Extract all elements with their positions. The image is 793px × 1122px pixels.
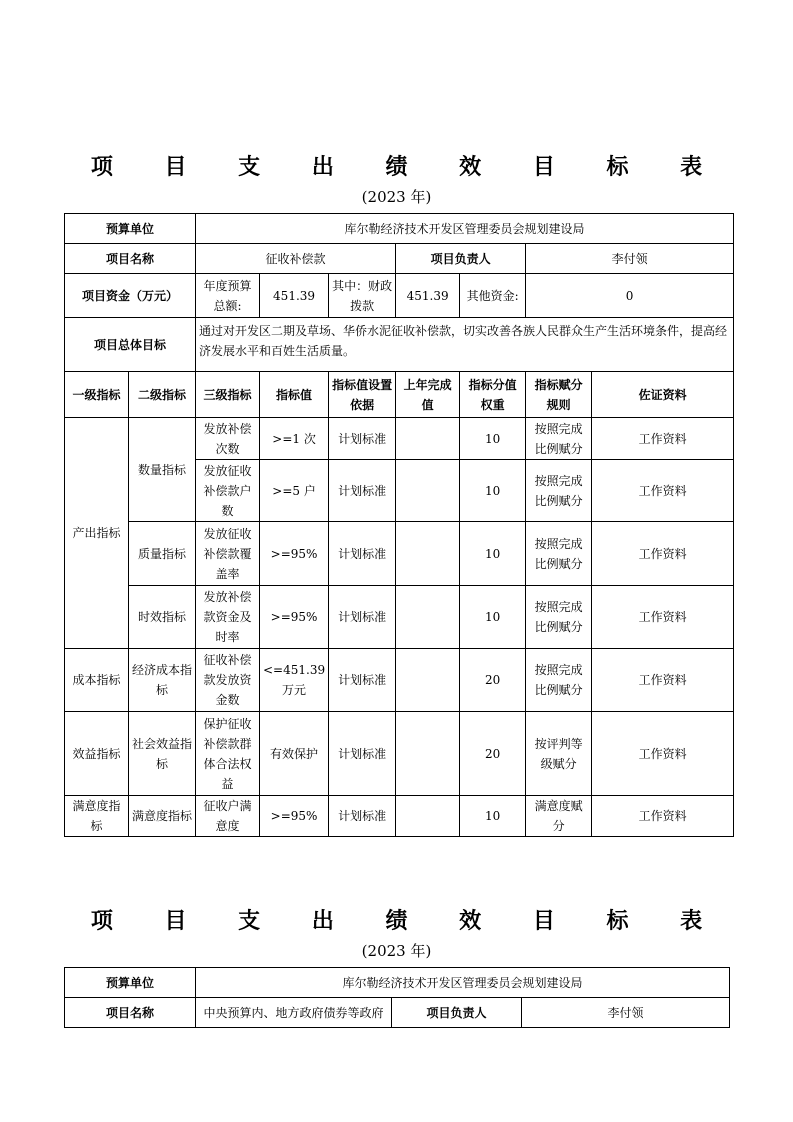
header-level1: 一级指标 xyxy=(65,372,129,418)
header-weight: 指标分值权重 xyxy=(460,372,526,418)
header-last-year: 上年完成值 xyxy=(396,372,460,418)
indicator-rule: 按照完成比例赋分 xyxy=(526,522,592,586)
indicator-weight: 20 xyxy=(460,649,526,712)
level2-indicator: 经济成本指标 xyxy=(129,649,196,712)
indicator-weight: 10 xyxy=(460,418,526,460)
performance-target-table-1 xyxy=(64,213,734,837)
table-row xyxy=(65,418,734,460)
level3-indicator: 征收户满意度 xyxy=(196,796,260,837)
indicator-weight: 10 xyxy=(460,586,526,649)
evidence: 工作资料 xyxy=(592,796,734,837)
evidence: 工作资料 xyxy=(592,586,734,649)
last-year-value xyxy=(396,586,460,649)
table-row xyxy=(65,522,734,586)
last-year-value xyxy=(396,418,460,460)
table2-year: (2023 年) xyxy=(361,942,432,960)
project-leader-value: 李付领 xyxy=(522,998,730,1028)
level1-indicator: 成本指标 xyxy=(65,649,129,712)
overall-goal-value: 通过对开发区二期及草场、华侨水泥征收补偿款，切实改善各族人民群众生产生活环境条件，提高经济发展水平和百姓生活质量。 xyxy=(196,318,734,372)
header-evidence: 佐证资料 xyxy=(592,372,734,418)
project-fund-label: 项目资金（万元） xyxy=(65,274,196,318)
indicator-value: >=95% xyxy=(260,586,329,649)
table-row xyxy=(65,712,734,796)
level1-indicator: 产出指标 xyxy=(65,418,129,649)
level1-indicator: 满意度指标 xyxy=(65,796,129,837)
level3-indicator: 保护征收补偿款群体合法权益 xyxy=(196,712,260,796)
project-name-label: 项目名称 xyxy=(65,998,196,1028)
last-year-value xyxy=(396,712,460,796)
annual-budget-label: 年度预算总额: xyxy=(196,274,260,318)
fiscal-value: 451.39 xyxy=(396,274,460,318)
indicator-weight: 20 xyxy=(460,712,526,796)
header-rule: 指标赋分规则 xyxy=(526,372,592,418)
evidence: 工作资料 xyxy=(592,418,734,460)
level2-indicator: 数量指标 xyxy=(129,418,196,522)
level3-indicator: 征收补偿款发放资金数 xyxy=(196,649,260,712)
other-fund-label: 其他资金: xyxy=(460,274,526,318)
fiscal-label: 其中：财政拨款 xyxy=(329,274,396,318)
indicator-value: >=5 户 xyxy=(260,460,329,522)
project-leader-label: 项目负责人 xyxy=(392,998,522,1028)
indicator-basis: 计划标准 xyxy=(329,522,396,586)
indicator-value: >=95% xyxy=(260,522,329,586)
budget-unit-value: 库尔勒经济技术开发区管理委员会规划建设局 xyxy=(196,968,730,998)
budget-unit-label: 预算单位 xyxy=(65,968,196,998)
budget-unit-label: 预算单位 xyxy=(65,214,196,244)
indicator-rule: 按照完成比例赋分 xyxy=(526,418,592,460)
evidence: 工作资料 xyxy=(592,460,734,522)
indicator-basis: 计划标准 xyxy=(329,712,396,796)
indicator-rule: 按评判等级赋分 xyxy=(526,712,592,796)
indicator-weight: 10 xyxy=(460,796,526,837)
indicator-rule: 按照完成比例赋分 xyxy=(526,460,592,522)
level3-indicator: 发放征收补偿款户数 xyxy=(196,460,260,522)
level3-indicator: 发放补偿款资金及时率 xyxy=(196,586,260,649)
indicator-value: <=451.39 万元 xyxy=(260,649,329,712)
level2-indicator: 社会效益指标 xyxy=(129,712,196,796)
table-row xyxy=(65,586,734,649)
last-year-value xyxy=(396,649,460,712)
indicator-basis: 计划标准 xyxy=(329,649,396,712)
indicator-value: >=1 次 xyxy=(260,418,329,460)
header-level3: 三级指标 xyxy=(196,372,260,418)
level1-indicator: 效益指标 xyxy=(65,712,129,796)
project-name-value: 征收补偿款 xyxy=(196,244,396,274)
indicator-rule: 满意度赋分 xyxy=(526,796,592,837)
indicator-basis: 计划标准 xyxy=(329,418,396,460)
level2-indicator: 质量指标 xyxy=(129,522,196,586)
evidence: 工作资料 xyxy=(592,522,734,586)
project-leader-value: 李付领 xyxy=(526,244,734,274)
table1-title: 项 目 支 出 绩 效 目 标 表 xyxy=(90,154,725,180)
evidence: 工作资料 xyxy=(592,649,734,712)
table-row xyxy=(65,649,734,712)
level2-indicator: 时效指标 xyxy=(129,586,196,649)
other-fund-value: 0 xyxy=(526,274,734,318)
indicator-rule: 按照完成比例赋分 xyxy=(526,649,592,712)
indicator-rule: 按照完成比例赋分 xyxy=(526,586,592,649)
last-year-value xyxy=(396,460,460,522)
last-year-value xyxy=(396,796,460,837)
level3-indicator: 发放补偿次数 xyxy=(196,418,260,460)
table1-year: (2023 年) xyxy=(361,188,432,206)
table2-title: 项 目 支 出 绩 效 目 标 表 xyxy=(90,908,725,934)
indicator-basis: 计划标准 xyxy=(329,460,396,522)
project-name-value: 中央预算内、地方政府债券等政府 xyxy=(196,998,392,1028)
header-level2: 二级指标 xyxy=(129,372,196,418)
header-value: 指标值 xyxy=(260,372,329,418)
annual-budget-value: 451.39 xyxy=(260,274,329,318)
budget-unit-value: 库尔勒经济技术开发区管理委员会规划建设局 xyxy=(196,214,734,244)
indicator-value: >=95% xyxy=(260,796,329,837)
project-name-label: 项目名称 xyxy=(65,244,196,274)
indicator-header-row xyxy=(65,372,734,418)
evidence: 工作资料 xyxy=(592,712,734,796)
indicator-weight: 10 xyxy=(460,460,526,522)
level3-indicator: 发放征收补偿款覆盖率 xyxy=(196,522,260,586)
table-row xyxy=(65,796,734,837)
performance-target-table-2 xyxy=(64,967,730,1028)
indicator-weight: 10 xyxy=(460,522,526,586)
project-leader-label: 项目负责人 xyxy=(396,244,526,274)
indicator-basis: 计划标准 xyxy=(329,586,396,649)
indicator-value: 有效保护 xyxy=(260,712,329,796)
last-year-value xyxy=(396,522,460,586)
indicator-basis: 计划标准 xyxy=(329,796,396,837)
header-basis: 指标值设置依据 xyxy=(329,372,396,418)
level2-indicator: 满意度指标 xyxy=(129,796,196,837)
overall-goal-label: 项目总体目标 xyxy=(65,318,196,372)
